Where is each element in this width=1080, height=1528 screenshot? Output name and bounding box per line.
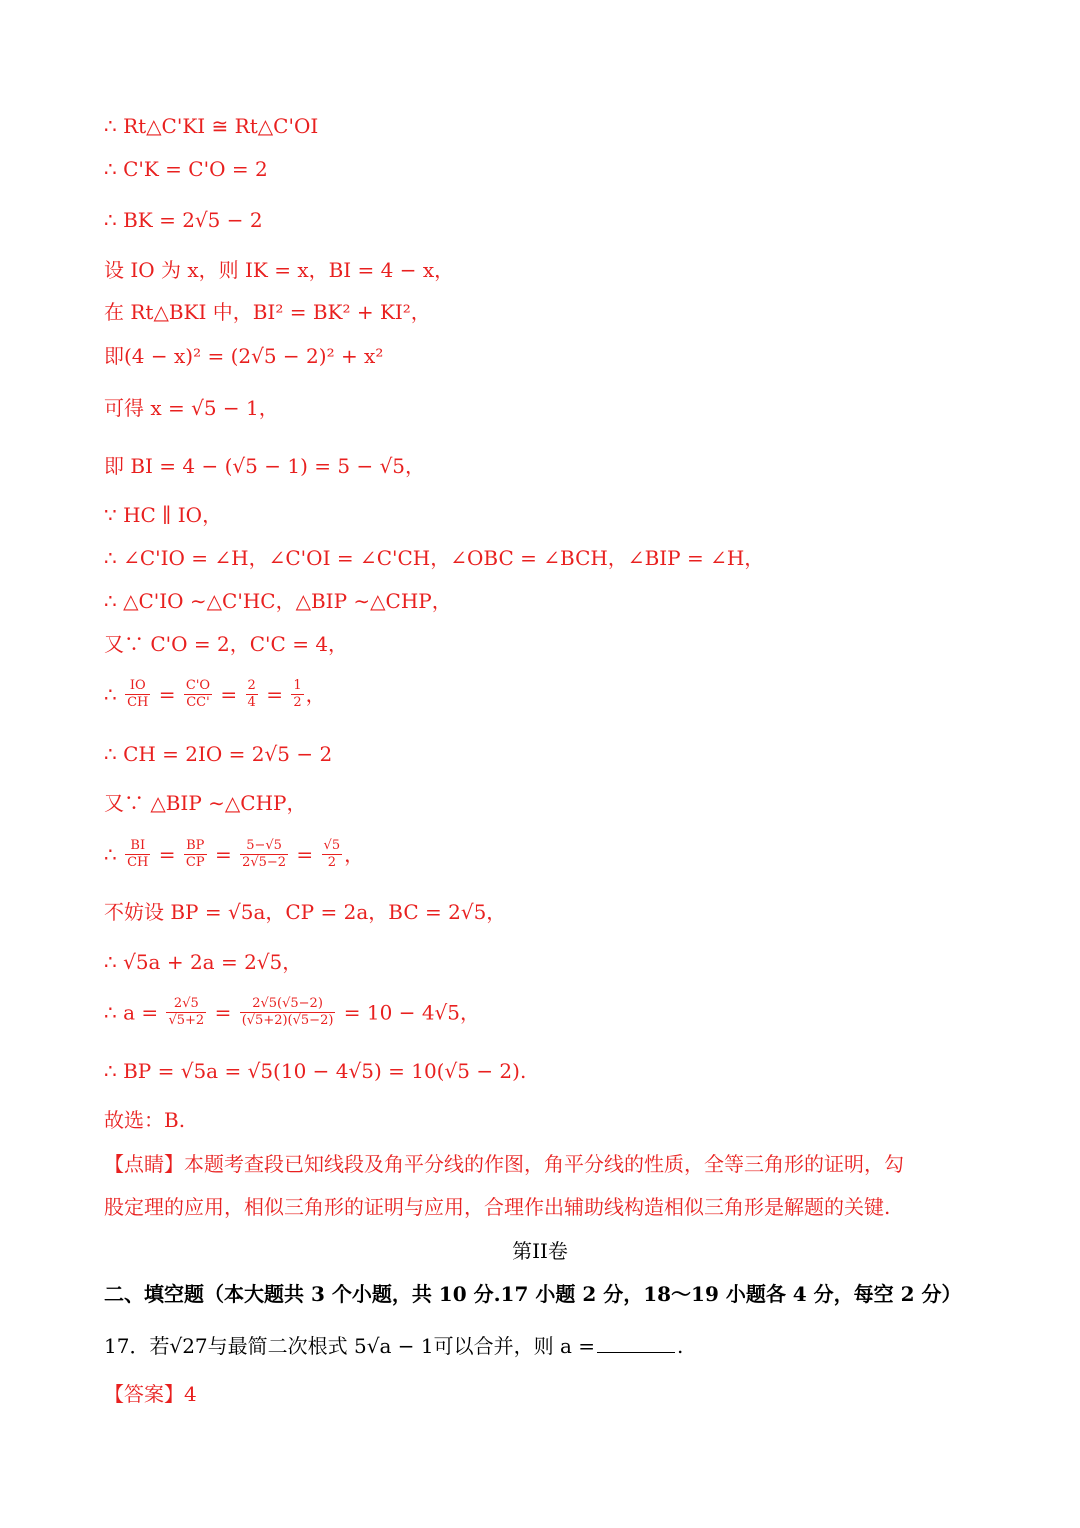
numerator: √5 bbox=[323, 838, 341, 853]
question-17-suffix: . bbox=[677, 1334, 684, 1358]
equals-sign: = bbox=[214, 842, 232, 867]
solution-line-3: ∴ BK = 2√5 − 2 bbox=[104, 208, 263, 232]
numerator: 1 bbox=[293, 678, 302, 693]
solution-line-sum: ∴ √5a + 2a = 2√5， bbox=[104, 950, 303, 974]
answer-blank bbox=[597, 1332, 675, 1353]
section-title: 第II卷 bbox=[512, 1239, 568, 1263]
solution-line-ch: ∴ CH = 2IO = 2√5 − 2 bbox=[104, 742, 333, 766]
numerator: 5−√5 bbox=[240, 838, 288, 855]
numerator: 2 bbox=[247, 678, 256, 693]
solution-line-10: ∴ ∠C'IO = ∠H，∠C'OI = ∠C'CH，∠OBC = ∠BCH，∠BIP = ∠H， bbox=[104, 546, 765, 570]
answer-line bbox=[104, 1380, 197, 1408]
equals-sign: = bbox=[158, 682, 176, 707]
solution-line-8: 即 BI = 4 − (√5 − 1) = 5 − √5， bbox=[104, 454, 426, 478]
numerator: 2√5(√5−2) bbox=[240, 996, 336, 1013]
solution-line-12: 又∵ C'O = 2，C'C = 4， bbox=[104, 632, 349, 656]
fraction-sqrt5-2 bbox=[322, 838, 343, 871]
denominator: √5+2 bbox=[168, 1013, 205, 1028]
denominator: 2 bbox=[293, 695, 302, 710]
fraction-bp-cp bbox=[184, 838, 207, 871]
solution-line-2: ∴ C'K = C'O = 2 bbox=[104, 157, 268, 181]
fraction-prefix: ∴ bbox=[104, 842, 117, 867]
fraction-co-cc bbox=[184, 678, 212, 711]
denominator: CH bbox=[127, 855, 149, 870]
equals-sign: = bbox=[214, 1000, 232, 1025]
denominator: CH bbox=[127, 695, 149, 710]
comment-line-1: 【点睛】本题考查段已知线段及角平分线的作图，角平分线的性质，全等三角形的证明，勾 bbox=[104, 1152, 904, 1176]
question-17-text: 17．若√27与最简二次根式 5√a − 1可以合并，则 a = bbox=[104, 1334, 595, 1358]
numerator: BI bbox=[125, 838, 150, 855]
solution-line-9: ∵ HC ∥ IO， bbox=[104, 503, 223, 527]
solution-line-bp: ∴ BP = √5a = √5(10 − 4√5) = 10(√5 − 2). bbox=[104, 1059, 527, 1083]
equals-sign: = bbox=[266, 682, 283, 707]
denominator: CP bbox=[185, 855, 205, 870]
solution-line-7: 可得 x = √5 − 1， bbox=[104, 396, 279, 420]
denominator: (√5+2)(√5−2) bbox=[241, 1013, 334, 1028]
solution-line-again: 又∵ △BIP ∼△CHP， bbox=[104, 791, 307, 815]
equals-sign: = bbox=[158, 842, 176, 867]
solution-line-11: ∴ △C'IO ∼△C'HC，△BIP ∼△CHP， bbox=[104, 589, 452, 613]
fraction-1-2 bbox=[291, 678, 303, 711]
answer-label: 【答案】 bbox=[104, 1382, 184, 1406]
denominator: 4 bbox=[247, 695, 256, 710]
solution-line-5: 在 Rt△BKI 中，BI² = BK² + KI²， bbox=[104, 300, 431, 324]
denominator: CC' bbox=[186, 695, 210, 710]
fraction-line-3 bbox=[104, 996, 480, 1029]
solution-line-assume: 不妨设 BP = √5a，CP = 2a，BC = 2√5， bbox=[104, 900, 507, 924]
fraction-suffix: ， bbox=[344, 842, 365, 867]
fraction-bi-ch bbox=[125, 838, 150, 871]
fraction-suffix: ， bbox=[305, 682, 326, 707]
denominator: 2 bbox=[327, 855, 336, 870]
choice-line: 故选：B. bbox=[104, 1108, 186, 1132]
fraction-prefix: ∴ bbox=[104, 682, 117, 707]
solution-line-1: ∴ Rt△C'KI ≅ Rt△C'OI bbox=[104, 114, 319, 138]
fraction-a-rationalized bbox=[240, 996, 336, 1029]
comment-line-2: 股定理的应用，相似三角形的证明与应用，合理作出辅助线构造相似三角形是解题的关键. bbox=[104, 1195, 891, 1219]
numerator: BP bbox=[184, 838, 207, 855]
equals-sign: = bbox=[220, 682, 238, 707]
solution-line-6: 即(4 − x)² = (2√5 − 2)² + x² bbox=[104, 344, 384, 368]
fraction-tail: = 10 − 4√5， bbox=[343, 1000, 481, 1025]
fraction-prefix: ∴ a = bbox=[104, 1000, 159, 1025]
denominator: 2√5−2 bbox=[242, 855, 287, 870]
fraction-line-2 bbox=[104, 838, 364, 871]
fraction-2-4 bbox=[246, 678, 258, 711]
solution-line-4: 设 IO 为 x，则 IK = x，BI = 4 − x， bbox=[104, 258, 455, 282]
fraction-values bbox=[240, 838, 288, 871]
fraction-line-1 bbox=[104, 678, 326, 711]
answer-value: 4 bbox=[184, 1382, 197, 1406]
fraction-io-ch bbox=[125, 678, 150, 711]
fraction-a-first bbox=[166, 996, 206, 1029]
section-heading: 二、填空题（本大题共 3 个小题，共 10 分.17 小题 2 分，18～19 小题各 4 分，每空 2 分） bbox=[104, 1282, 962, 1306]
numerator: 2√5 bbox=[166, 996, 206, 1013]
question-17 bbox=[104, 1332, 683, 1360]
numerator: C'O bbox=[185, 678, 211, 693]
equals-sign: = bbox=[296, 842, 314, 867]
numerator: IO bbox=[125, 678, 150, 695]
